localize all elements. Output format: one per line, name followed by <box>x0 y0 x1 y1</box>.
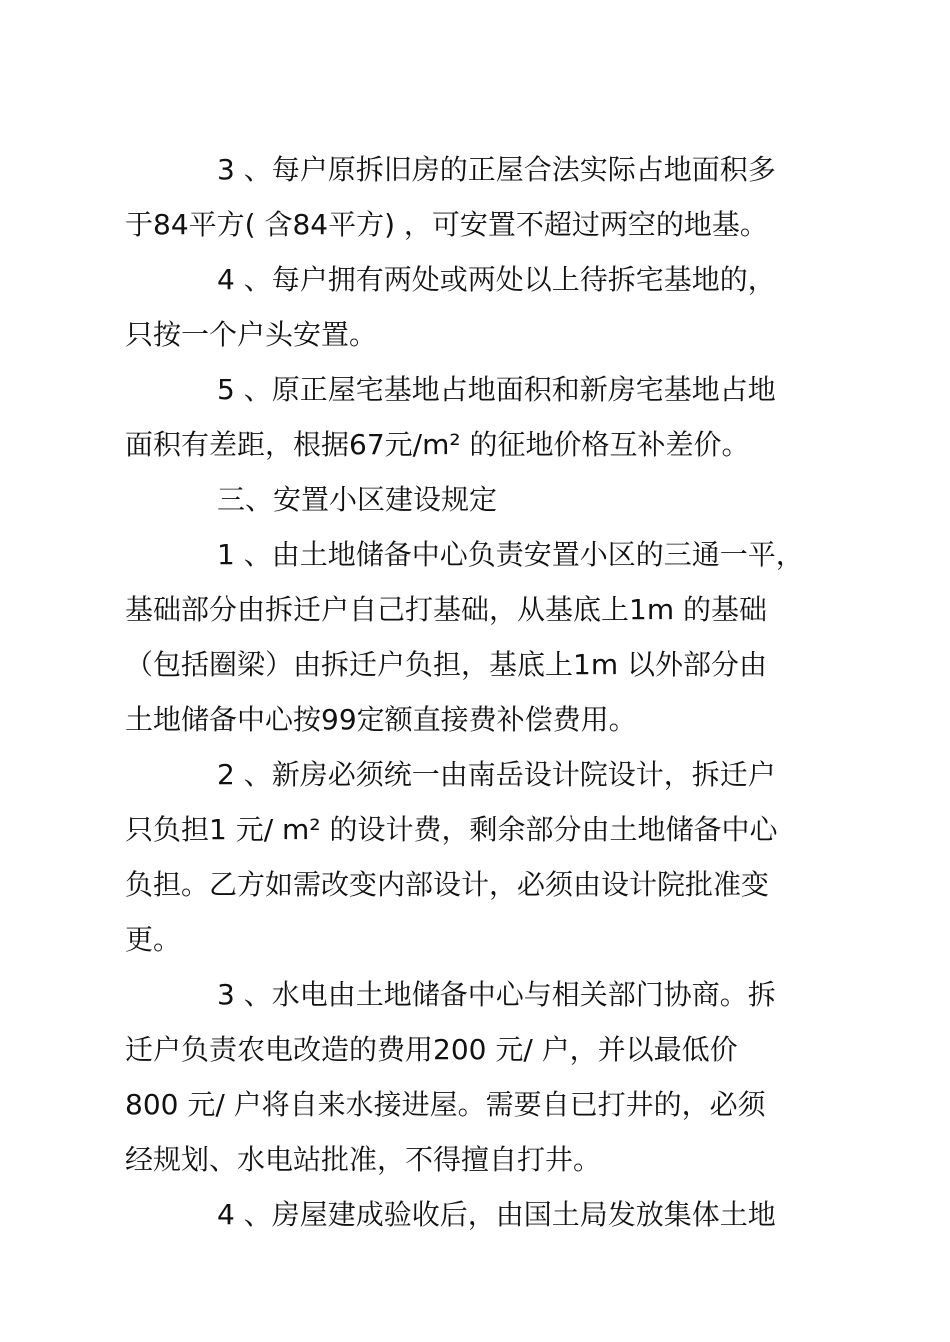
text-line: 3 、每户原拆旧房的正屋合法实际占地面积多 <box>217 153 776 186</box>
text-line: 于84平方( 含84平方) ，可安置不超过两空的地基。 <box>125 208 768 241</box>
text-line: 4 、房屋建成验收后，由国土局发放集体土地 <box>217 1198 776 1231</box>
text-line: 负担。乙方如需改变内部设计，必须由设计院批准变 <box>125 868 770 901</box>
text-line: 土地储备中心按99定额直接费补偿费用。 <box>125 703 637 736</box>
text-line: 只按一个户头安置。 <box>125 318 378 351</box>
text-line: 4 、每户拥有两处或两处以上待拆宅基地的， <box>217 263 776 296</box>
text-line: 2 、新房必须统一由南岳设计院设计，拆迁户 <box>217 758 776 791</box>
text-line: 更。 <box>125 923 182 956</box>
text-line: 5 、原正屋宅基地占地面积和新房宅基地占地 <box>217 373 776 406</box>
text-line: 基础部分由拆迁户自己打基础，从基底上1m 的基础 <box>125 593 767 626</box>
text-line: 迁户负责农电改造的费用200 元/ 户，并以最低价 <box>125 1033 738 1066</box>
section-heading: 三、安置小区建设规定 <box>217 483 498 516</box>
text-line: 只负担1 元/ m² 的设计费，剩余部分由土地储备中心 <box>125 813 778 846</box>
text-line: 经规划、水电站批准，不得擅自打井。 <box>125 1143 602 1176</box>
text-line: （包括圈梁）由拆迁户负担，基底上1m 以外部分由 <box>125 648 767 681</box>
text-line: 面积有差距，根据67元/m² 的征地价格互补差价。 <box>125 428 750 461</box>
text-line: 1 、由土地储备中心负责安置小区的三通一平， <box>217 538 804 571</box>
document-body <box>125 142 837 1242</box>
text-line: 3 、水电由土地储备中心与相关部门协商。拆 <box>217 978 776 1011</box>
text-line: 800 元/ 户将自来水接进屋。需要自已打井的，必须 <box>125 1088 766 1121</box>
